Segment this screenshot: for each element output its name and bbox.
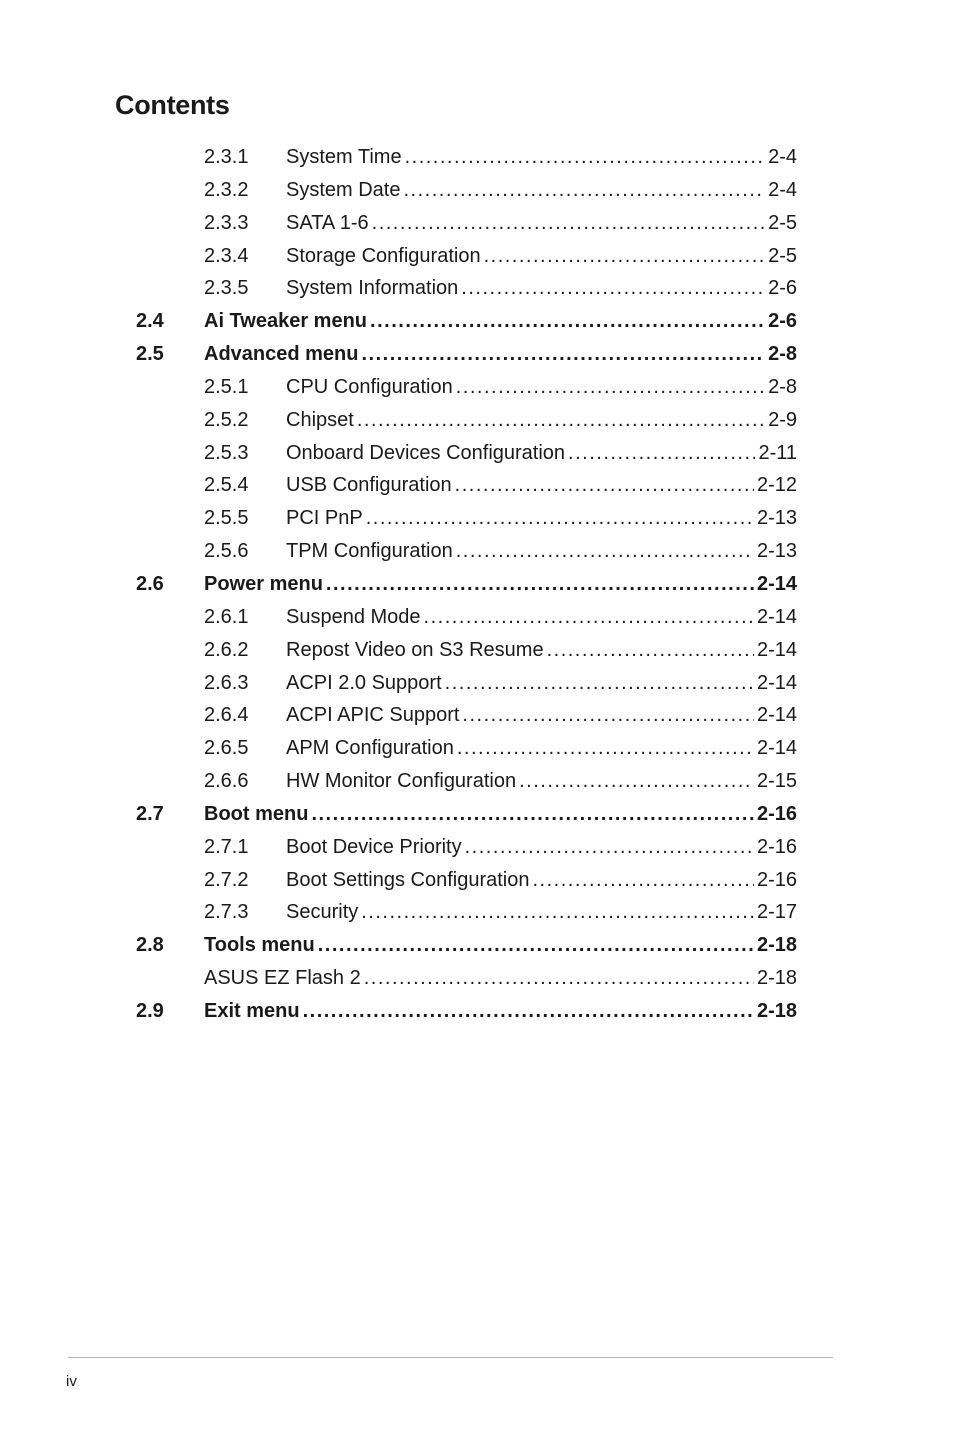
toc-entry-number: 2.7.2 [204,868,249,891]
toc-section-row[interactable] [0,305,954,338]
toc-subsection-row[interactable] [0,502,954,535]
toc-entry-title: ASUS EZ Flash 2 [204,967,361,990]
toc-entry-number: 2.4 [136,310,164,333]
toc-entry-page: 2-5 [768,211,797,234]
toc-dot-leader [364,962,754,994]
toc-dot-leader [303,995,754,1027]
toc-dot-leader [361,896,754,928]
toc-subsection-row[interactable] [0,831,954,864]
toc-entry-page: 2-4 [768,146,797,168]
toc-entry-title: USB Configuration [286,474,452,497]
toc-entry-page: 2-13 [756,507,797,530]
toc-entry-number: 2.5 [136,343,164,366]
toc-subsection-row[interactable] [0,699,954,732]
toc-entry-page: 2-13 [756,540,797,563]
toc-dot-leader [403,174,765,206]
toc-dot-leader [424,601,754,633]
toc-entry-page: 2-14 [756,704,797,727]
toc-entry-title: Chipset [286,408,354,431]
toc-entry-title: Tools menu [204,934,315,957]
toc-entry [286,535,797,567]
toc-entry-page: 2-11 [758,441,797,464]
toc-entry [286,174,797,206]
toc-section-row[interactable] [0,995,954,1028]
toc-entry-title: System Date [286,178,401,201]
toc-entry [286,371,797,403]
toc-entry-title: TPM Configuration [286,540,453,563]
toc-entry [286,404,797,436]
toc-entry-title: Advanced menu [204,343,359,366]
toc-entry [286,240,797,272]
toc-subsection-row[interactable] [0,174,954,207]
toc-entry-number: 2.5.1 [204,375,249,398]
toc-entry-page: 2-18 [756,967,797,990]
toc-entry-title: Exit menu [204,999,300,1022]
toc-entry-page: 2-14 [756,737,797,760]
toc-entry-title: Storage Configuration [286,244,481,267]
toc-subsection-row[interactable] [0,667,954,700]
toc-dot-leader [456,535,754,567]
toc-entry [204,995,797,1027]
toc-entry-number: 2.3.3 [204,211,249,234]
toc-entry-title: Onboard Devices Configuration [286,441,566,464]
toc-entry-title: System Time [286,146,402,168]
toc-entry-title: ACPI APIC Support [286,704,460,727]
toc-subsection-row[interactable] [0,535,954,568]
toc-subsection-row[interactable] [0,896,954,929]
toc-entry [286,207,797,239]
toc-subsection-row[interactable] [0,371,954,404]
toc-entry-page: 2-8 [768,375,797,398]
toc-entry [204,305,797,337]
toc-entry-page: 2-14 [756,671,797,694]
toc-subsection-row[interactable] [0,732,954,765]
toc-dot-leader [465,831,754,863]
toc-entry-number: 2.6.5 [204,737,249,760]
toc-entry-page: 2-17 [756,901,797,924]
toc-entry [286,469,797,501]
toc-entry [286,765,797,797]
toc-entry-title: Power menu [204,572,323,595]
toc-entry-page: 2-14 [756,572,797,595]
toc-dot-leader [484,240,766,272]
toc-dot-leader [366,502,754,534]
toc-dot-leader [445,667,754,699]
toc-entry-page: 2-6 [768,310,797,333]
toc-subsection-row[interactable] [0,272,954,305]
toc-entry-page: 2-14 [756,638,797,661]
toc-entry-page: 2-4 [768,178,797,201]
toc-entry-number: 2.6.1 [204,605,249,628]
toc-dot-leader [318,929,754,961]
toc-subsection-row[interactable] [0,962,954,995]
toc-entry-page: 2-6 [768,277,797,300]
toc-entry [286,272,797,304]
toc-dot-leader [357,404,765,436]
toc-entry-number: 2.6 [136,572,164,595]
toc-entry-number: 2.6.2 [204,638,249,661]
toc-dot-leader [311,798,754,830]
toc-entry [286,502,797,534]
toc-entry-page: 2-5 [768,244,797,267]
toc-entry-page: 2-8 [768,343,797,366]
toc-entry-title: Suspend Mode [286,605,421,628]
toc-entry-title: Ai Tweaker menu [204,310,368,333]
toc-entry-title: SATA 1-6 [286,211,369,234]
footer-divider [68,1357,833,1358]
toc-entry [204,568,797,600]
toc-dot-leader [326,568,754,600]
toc-entry-number: 2.5.3 [204,441,249,464]
toc-entry-number: 2.5.6 [204,540,249,563]
toc-entry-page: 2-12 [756,474,797,497]
toc-subsection-row[interactable] [0,469,954,502]
toc-entry-title: ACPI 2.0 Support [286,671,442,694]
toc-entry-page: 2-16 [756,802,797,825]
toc-dot-leader [568,437,755,469]
toc-entry [204,962,797,994]
page-title: Contents [115,90,230,120]
toc-dot-leader [457,732,754,764]
toc-entry-number: 2.3.1 [204,146,249,168]
toc-entry-title: CPU Configuration [286,375,453,398]
toc-section-row[interactable] [0,338,954,371]
toc-entry-number: 2.6.3 [204,671,249,694]
toc-entry-title: System Information [286,277,459,300]
toc-subsection-row[interactable] [0,141,954,174]
toc-entry-title: APM Configuration [286,737,454,760]
toc-section-row[interactable] [0,929,954,962]
toc-entry-number: 2.9 [136,999,164,1022]
toc-entry-page: 2-9 [768,408,797,431]
toc-entry-page: 2-16 [756,868,797,891]
toc-subsection-row[interactable] [0,207,954,240]
toc-entry-number: 2.3.4 [204,244,249,267]
toc-dot-leader [461,272,765,304]
toc-entry-number: 2.7.3 [204,901,249,924]
toc-entry-page: 2-15 [756,770,797,793]
toc-entry [286,831,797,863]
toc-entry [286,732,797,764]
toc-entry-number: 2.6.4 [204,704,249,727]
toc-subsection-row[interactable] [0,765,954,798]
toc-entry [286,141,797,173]
toc-entry-title: Boot Device Priority [286,835,462,858]
toc-dot-leader [361,338,765,370]
toc-entry-number: 2.3.2 [204,178,249,201]
toc-dot-leader [462,699,754,731]
toc-entry-page: 2-18 [756,999,797,1022]
toc-section-row[interactable] [0,798,954,831]
footer-page-number: iv [66,1373,77,1390]
toc-entry [286,896,797,928]
toc-entry-title: Boot menu [204,802,309,825]
toc-entry-number: 2.5.4 [204,474,249,497]
toc-entry-number: 2.5.2 [204,408,249,431]
toc-dot-leader [456,371,765,403]
table-of-contents [0,141,954,1028]
toc-subsection-row[interactable] [0,864,954,897]
toc-subsection-row[interactable] [0,240,954,273]
toc-entry [204,798,797,830]
toc-dot-leader [372,207,765,239]
toc-dot-leader [370,305,765,337]
toc-dot-leader [455,469,754,501]
toc-dot-leader [519,765,754,797]
toc-entry [286,601,797,633]
toc-entry [204,929,797,961]
toc-subsection-row[interactable] [0,601,954,634]
toc-entry-page: 2-18 [756,934,797,957]
toc-entry-number: 2.3.5 [204,277,249,300]
toc-entry-title: HW Monitor Configuration [286,770,517,793]
toc-entry-number: 2.7.1 [204,835,249,858]
toc-entry-title: Repost Video on S3 Resume [286,638,544,661]
toc-subsection-row[interactable] [0,634,954,667]
toc-subsection-row[interactable] [0,404,954,437]
toc-entry [204,338,797,370]
toc-entry [286,699,797,731]
toc-entry-number: 2.8 [136,934,164,957]
toc-entry [286,667,797,699]
toc-entry-page: 2-14 [756,605,797,628]
toc-dot-leader [533,864,754,896]
toc-section-row[interactable] [0,568,954,601]
toc-entry-title: Security [286,901,359,924]
toc-subsection-row[interactable] [0,437,954,470]
toc-entry-title: PCI PnP [286,507,363,530]
toc-entry-title: Boot Settings Configuration [286,868,530,891]
toc-entry [286,634,797,666]
toc-entry-number: 2.7 [136,802,164,825]
toc-dot-leader [405,141,766,173]
toc-entry-number: 2.6.6 [204,770,249,793]
toc-entry [286,437,797,469]
toc-dot-leader [547,634,754,666]
toc-entry [286,864,797,896]
toc-entry-number: 2.5.5 [204,507,249,530]
toc-entry-page: 2-16 [756,835,797,858]
